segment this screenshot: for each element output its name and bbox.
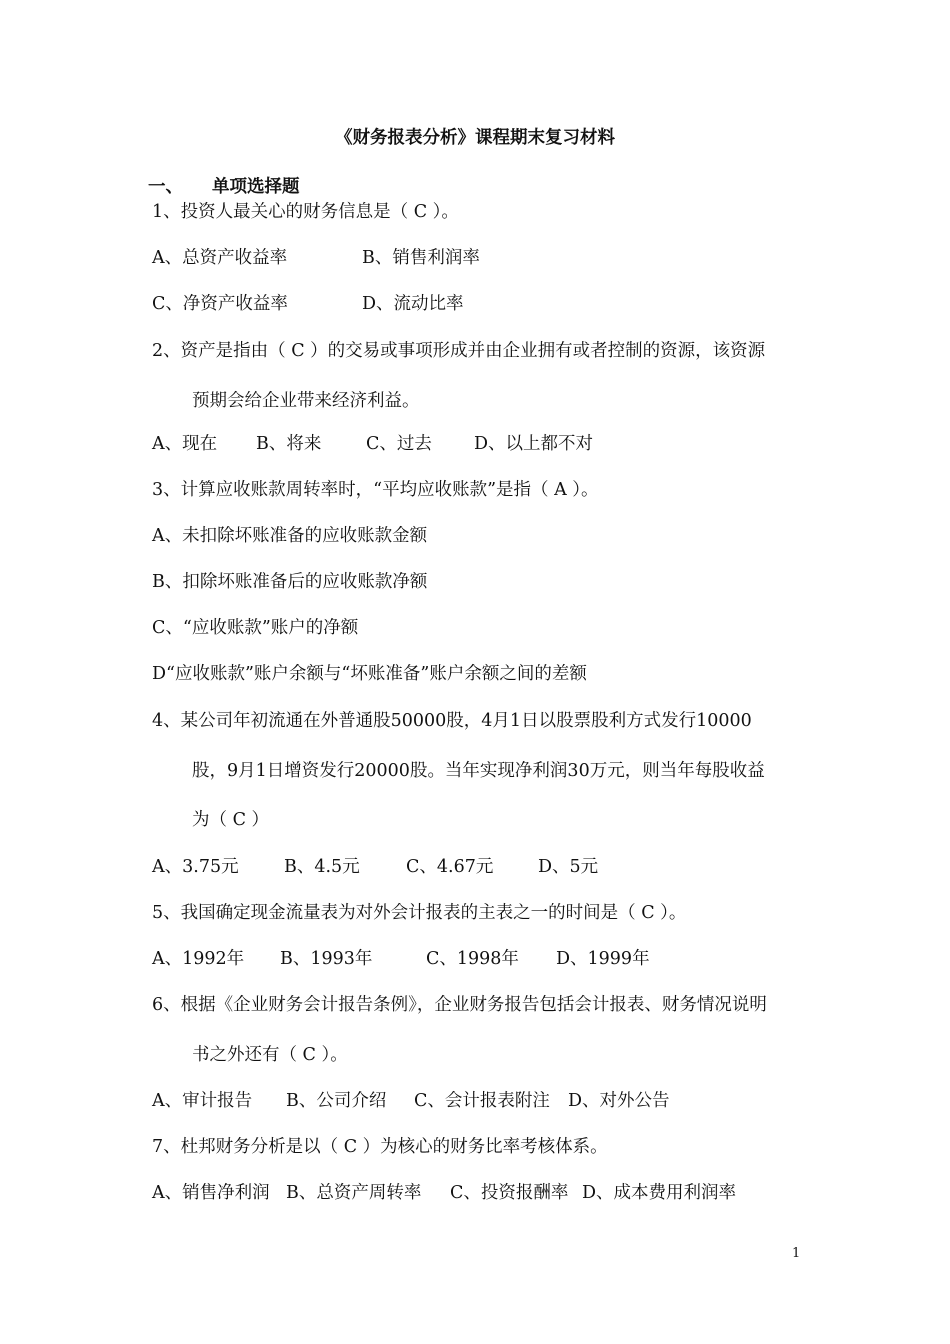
option-b: B、销售利润率 xyxy=(362,248,480,268)
option-c: C、1998年 xyxy=(426,949,519,969)
option-d: D、以上都不对 xyxy=(474,434,594,454)
question-6-text-line-1: 6、根据《企业财务会计报告条例》，企业财务报告包括会计报表、财务情况说明 xyxy=(152,995,767,1015)
question-2-options-row xyxy=(152,433,852,455)
option-d: D、5元 xyxy=(538,857,599,877)
option-b: B、4.5元 xyxy=(284,857,360,877)
option-a: A、1992年 xyxy=(152,949,245,969)
question-1-text: 1、投资人最关心的财务信息是（ C ）。 xyxy=(152,202,459,222)
question-5-options-row xyxy=(152,948,852,970)
option-b: B、公司介绍 xyxy=(286,1091,387,1111)
question-3-option-c: C、“应收账款”账户的净额 xyxy=(152,618,359,638)
option-d: D、成本费用利润率 xyxy=(582,1183,737,1203)
section-number: 一、 xyxy=(148,177,183,197)
question-6-text-line-2: 书之外还有（ C ）。 xyxy=(192,1045,348,1065)
option-b: B、总资产周转率 xyxy=(286,1183,422,1203)
question-5-text: 5、我国确定现金流量表为对外会计报表的主表之一的时间是（ C ）。 xyxy=(152,903,687,923)
question-7-text: 7、杜邦财务分析是以（ C ）为核心的财务比率考核体系。 xyxy=(152,1137,608,1157)
option-a: A、现在 xyxy=(152,434,218,454)
section-label: 单项选择题 xyxy=(212,177,300,197)
question-2-text-line-2: 预期会给企业带来经济利益。 xyxy=(192,391,420,411)
question-1-options-row-1 xyxy=(152,247,852,269)
question-3-text: 3、计算应收账款周转率时，“平均应收账款”是指（ A ）。 xyxy=(152,480,599,500)
page-number: 1 xyxy=(792,1246,801,1261)
option-a: A、总资产收益率 xyxy=(152,248,288,268)
document-title: 《财务报表分析》课程期末复习材料 xyxy=(335,128,615,148)
question-4-options-row xyxy=(152,856,852,878)
option-b: B、将来 xyxy=(256,434,322,454)
question-2-text-line-1: 2、资产是指由（ C ）的交易或事项形成并由企业拥有或者控制的资源，该资源 xyxy=(152,341,766,361)
option-a: A、审计报告 xyxy=(152,1091,253,1111)
option-a: A、销售净利润 xyxy=(152,1183,270,1203)
option-d: D、对外公告 xyxy=(568,1091,670,1111)
question-3-option-a: A、未扣除坏账准备的应收账款金额 xyxy=(152,526,428,546)
section-heading xyxy=(148,175,300,199)
option-c: C、投资报酬率 xyxy=(450,1183,569,1203)
question-4-text-line-2: 股，9月1日增资发行20000股。当年实现净利润30万元，则当年每股收益 xyxy=(192,761,765,781)
question-4-text-line-3: 为（ C ） xyxy=(192,810,270,830)
option-a: A、3.75元 xyxy=(152,857,239,877)
option-d: D、流动比率 xyxy=(362,294,464,314)
question-3-option-d: D“应收账款”账户余额与“坏账准备”账户余额之间的差额 xyxy=(152,664,587,684)
question-6-options-row xyxy=(152,1090,852,1112)
question-1-options-row-2 xyxy=(152,293,852,315)
option-d: D、1999年 xyxy=(556,949,650,969)
question-7-options-row xyxy=(152,1182,852,1204)
option-b: B、1993年 xyxy=(280,949,373,969)
option-c: C、会计报表附注 xyxy=(414,1091,550,1111)
option-c: C、过去 xyxy=(366,434,432,454)
option-c: C、4.67元 xyxy=(406,857,494,877)
option-c: C、净资产收益率 xyxy=(152,294,288,314)
question-3-option-b: B、扣除坏账准备后的应收账款净额 xyxy=(152,572,428,592)
question-4-text-line-1: 4、某公司年初流通在外普通股50000股，4月1日以股票股利方式发行10000 xyxy=(152,711,752,731)
